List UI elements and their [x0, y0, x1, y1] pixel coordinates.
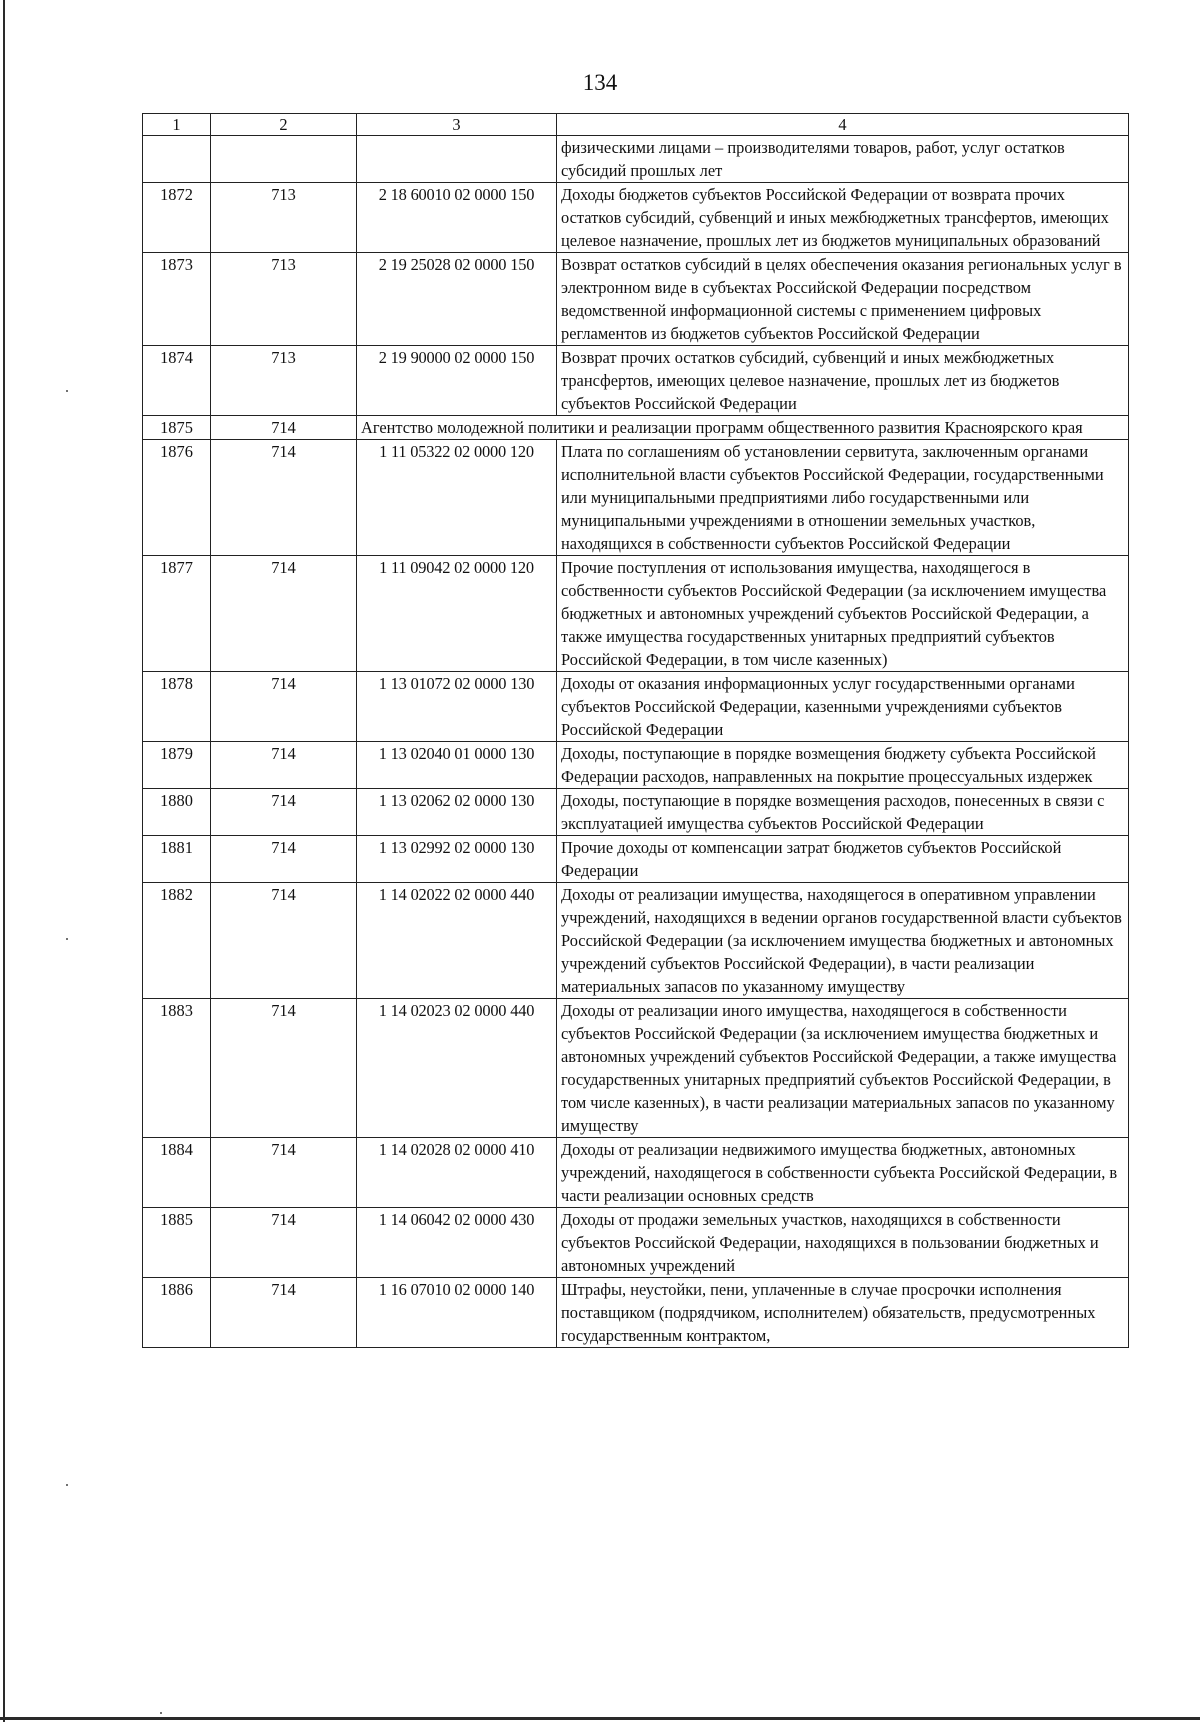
budget-classification-code: 1 14 02022 02 0000 440: [357, 883, 557, 999]
row-number: 1886: [143, 1278, 211, 1348]
admin-code: 714: [211, 672, 357, 742]
revenue-description: Прочие поступления от использования имущества, находящегося в собственности субъектов Российской Федерации (за исключением имущества бюджетных и автономных учреждений субъектов Российской Федерации, а также имущества государственных унитарных предприятий субъектов Российской Федерации, в том числе казенных): [557, 556, 1129, 672]
row-number: 1872: [143, 183, 211, 253]
admin-code: [211, 136, 357, 183]
budget-classification-code: 1 14 06042 02 0000 430: [357, 1208, 557, 1278]
budget-classification-code: 2 19 25028 02 0000 150: [357, 253, 557, 346]
table-row: [143, 836, 1129, 883]
admin-code: 714: [211, 883, 357, 999]
col-header-2: 2: [211, 114, 357, 136]
budget-classification-code: 1 11 09042 02 0000 120: [357, 556, 557, 672]
table-row: [143, 999, 1129, 1138]
table-row: [143, 789, 1129, 836]
admin-code: 714: [211, 416, 357, 440]
budget-classification-code: 2 19 90000 02 0000 150: [357, 346, 557, 416]
scan-border-left: [3, 0, 5, 1722]
budget-classification-code: 2 18 60010 02 0000 150: [357, 183, 557, 253]
table-row: [143, 556, 1129, 672]
revenue-description: Возврат прочих остатков субсидий, субвенций и иных межбюджетных трансфертов, имеющих целевое назначение, прошлых лет из бюджетов субъектов Российской Федерации: [557, 346, 1129, 416]
budget-classification-code: 1 14 02028 02 0000 410: [357, 1138, 557, 1208]
table-body: [143, 136, 1129, 1348]
table-row: [143, 1138, 1129, 1208]
table-row: [143, 183, 1129, 253]
revenue-description: Доходы от продажи земельных участков, находящихся в собственности субъектов Российской Федерации, находящихся в пользовании бюджетных и автономных учреждений: [557, 1208, 1129, 1278]
scan-dot: [66, 1484, 68, 1486]
row-number: 1880: [143, 789, 211, 836]
admin-code: 714: [211, 556, 357, 672]
budget-revenue-table: [142, 113, 1129, 1348]
admin-code: 714: [211, 1278, 357, 1348]
row-number: 1877: [143, 556, 211, 672]
row-number: 1875: [143, 416, 211, 440]
table-row: [143, 136, 1129, 183]
row-number: 1873: [143, 253, 211, 346]
row-number: [143, 136, 211, 183]
admin-code: 713: [211, 253, 357, 346]
row-number: 1878: [143, 672, 211, 742]
budget-classification-code: 1 11 05322 02 0000 120: [357, 440, 557, 556]
row-number: 1884: [143, 1138, 211, 1208]
revenue-description: Доходы от реализации имущества, находящегося в оперативном управлении учреждений, находящихся в ведении органов государственной власти субъектов Российской Федерации (за исключением имущества бюджетных и автономных учреждений субъектов Российской Федерации), в части реализации материальных запасов по указанному имуществу: [557, 883, 1129, 999]
scan-border-bottom: [0, 1717, 1200, 1720]
row-number: 1881: [143, 836, 211, 883]
budget-classification-code: 1 14 02023 02 0000 440: [357, 999, 557, 1138]
admin-code: 714: [211, 742, 357, 789]
revenue-description: Доходы, поступающие в порядке возмещения бюджету субъекта Российской Федерации расходов, направленных на покрытие процессуальных издержек: [557, 742, 1129, 789]
admin-code: 713: [211, 183, 357, 253]
row-number: 1883: [143, 999, 211, 1138]
agency-name: Агентство молодежной политики и реализации программ общественного развития Красноярского края: [357, 416, 1129, 440]
budget-classification-code: 1 13 01072 02 0000 130: [357, 672, 557, 742]
revenue-description: Плата по соглашениям об установлении сервитута, заключенным органами исполнительной власти субъектов Российской Федерации, государственными или муниципальными предприятиями либо государственными или муниципальными учреждениями в отношении земельных участков, находящихся в собственности субъектов Российской Федерации: [557, 440, 1129, 556]
revenue-description: Доходы, поступающие в порядке возмещения расходов, понесенных в связи с эксплуатацией имущества субъектов Российской Федерации: [557, 789, 1129, 836]
budget-classification-code: [357, 136, 557, 183]
col-header-4: 4: [557, 114, 1129, 136]
table-row: [143, 742, 1129, 789]
admin-code: 714: [211, 789, 357, 836]
revenue-description: Доходы бюджетов субъектов Российской Федерации от возврата прочих остатков субсидий, субвенций и иных межбюджетных трансфертов, имеющих целевое назначение, прошлых лет из бюджетов муниципальных образований: [557, 183, 1129, 253]
row-number: 1885: [143, 1208, 211, 1278]
table-row: [143, 440, 1129, 556]
budget-classification-code: 1 16 07010 02 0000 140: [357, 1278, 557, 1348]
revenue-description: Доходы от реализации недвижимого имущества бюджетных, автономных учреждений, находящегося в собственности субъекта Российской Федерации, в части реализации основных средств: [557, 1138, 1129, 1208]
table-row: [143, 1278, 1129, 1348]
row-number: 1879: [143, 742, 211, 789]
col-header-1: 1: [143, 114, 211, 136]
table-row: [143, 346, 1129, 416]
admin-code: 714: [211, 836, 357, 883]
admin-code: 714: [211, 1208, 357, 1278]
revenue-description: Доходы от реализации иного имущества, находящегося в собственности субъектов Российской Федерации (за исключением имущества бюджетных и автономных учреждений субъектов Российской Федерации, а также имущества государственных унитарных предприятий субъектов Российской Федерации, в том числе казенных), в части реализации материальных запасов по указанному имуществу: [557, 999, 1129, 1138]
admin-code: 714: [211, 1138, 357, 1208]
budget-classification-code: 1 13 02040 01 0000 130: [357, 742, 557, 789]
table-row: [143, 883, 1129, 999]
revenue-description: Возврат остатков субсидий в целях обеспечения оказания региональных услуг в электронном виде в субъектах Российской Федерации посредством ведомственной информационной системы с применением цифровых регламентов из бюджетов субъектов Российской Федерации: [557, 253, 1129, 346]
header-row: [143, 114, 1129, 136]
scan-dot: [66, 390, 68, 392]
col-header-3: 3: [357, 114, 557, 136]
budget-classification-code: 1 13 02992 02 0000 130: [357, 836, 557, 883]
row-number: 1882: [143, 883, 211, 999]
revenue-description: Прочие доходы от компенсации затрат бюджетов субъектов Российской Федерации: [557, 836, 1129, 883]
revenue-description: Доходы от оказания информационных услуг государственными органами субъектов Российской Федерации, казенными учреждениями субъектов Российской Федерации: [557, 672, 1129, 742]
admin-code: 714: [211, 440, 357, 556]
budget-classification-code: 1 13 02062 02 0000 130: [357, 789, 557, 836]
scan-dot: [160, 1712, 162, 1714]
scan-dot: [66, 938, 68, 940]
table-row: [143, 253, 1129, 346]
revenue-description: физическими лицами – производителями товаров, работ, услуг остатков субсидий прошлых лет: [557, 136, 1129, 183]
row-number: 1876: [143, 440, 211, 556]
table-row: [143, 1208, 1129, 1278]
page-number: 134: [582, 70, 618, 95]
table-row: [143, 416, 1129, 440]
row-number: 1874: [143, 346, 211, 416]
table-row: [143, 672, 1129, 742]
admin-code: 713: [211, 346, 357, 416]
admin-code: 714: [211, 999, 357, 1138]
revenue-description: Штрафы, неустойки, пени, уплаченные в случае просрочки исполнения поставщиком (подрядчиком, исполнителем) обязательств, предусмотренных государственным контрактом,: [557, 1278, 1129, 1348]
